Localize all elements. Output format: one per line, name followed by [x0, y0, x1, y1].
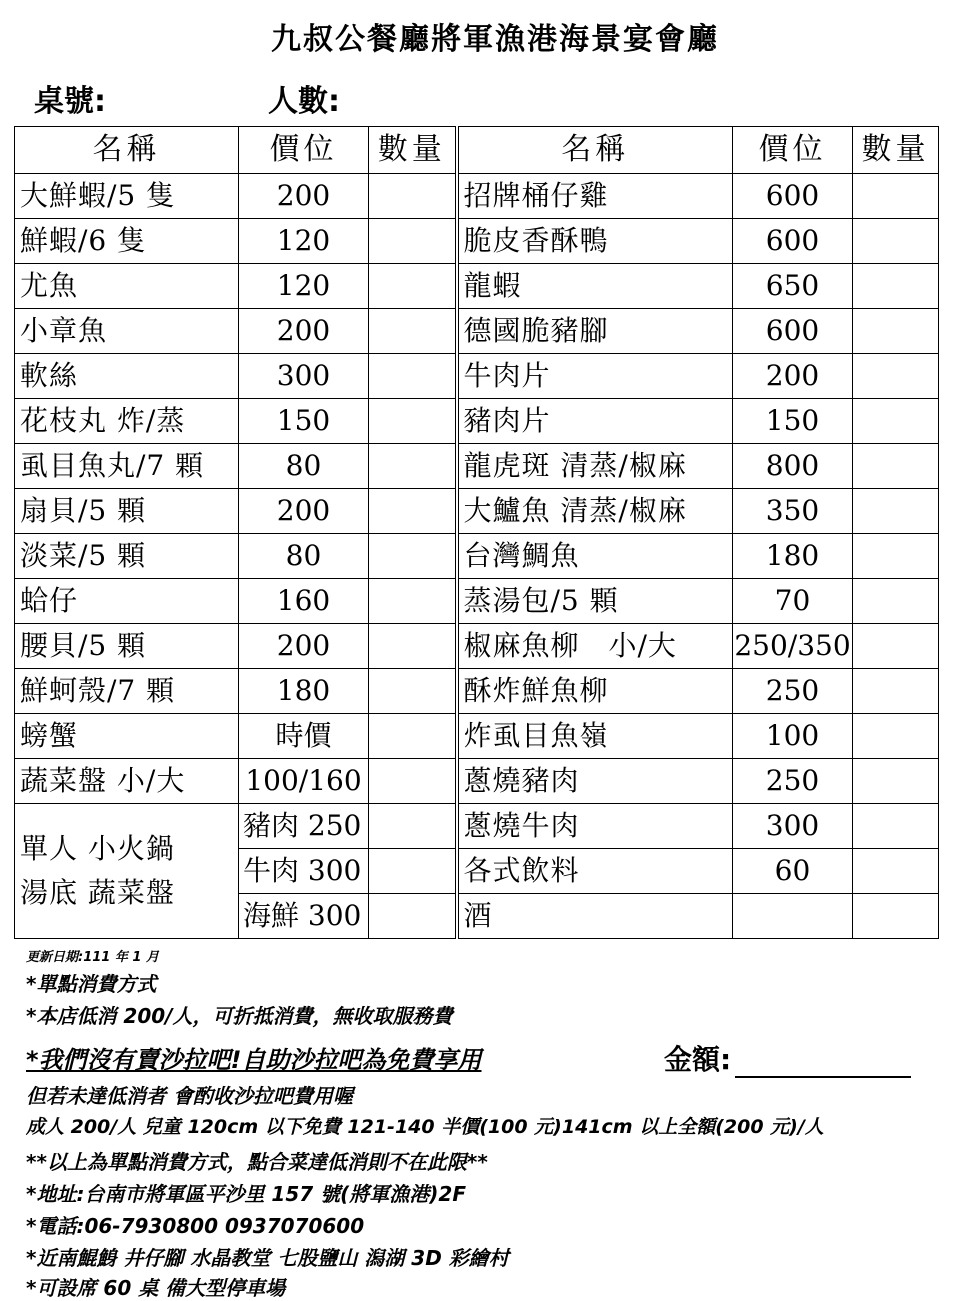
left-item-name: 腰貝/5 顆 [15, 624, 239, 669]
right-item-name: 豬肉片 [457, 399, 733, 444]
left-item-name: 虱目魚丸/7 顆 [15, 444, 239, 489]
hotpot-option: 牛肉 300 [239, 849, 369, 894]
left-item-price: 180 [239, 669, 369, 714]
table-row [15, 219, 939, 264]
right-item-price: 600 [733, 174, 853, 219]
right-item-qty[interactable] [853, 849, 939, 894]
left-item-name: 蔬菜盤 小/大 [15, 759, 239, 804]
right-item-qty[interactable] [853, 579, 939, 624]
right-item-name: 德國脆豬腳 [457, 309, 733, 354]
left-item-name: 扇貝/5 顆 [15, 489, 239, 534]
right-item-qty[interactable] [853, 624, 939, 669]
left-item-qty[interactable] [369, 174, 457, 219]
left-item-qty[interactable] [369, 264, 457, 309]
hotpot-option: 豬肉 250 [239, 804, 369, 849]
left-item-price: 80 [239, 534, 369, 579]
right-item-name: 大鱸魚 清蒸/椒麻 [457, 489, 733, 534]
right-item-qty[interactable] [853, 669, 939, 714]
right-item-name: 炸虱目魚嶺 [457, 714, 733, 759]
left-item-price: 200 [239, 624, 369, 669]
right-item-qty[interactable] [853, 759, 939, 804]
note-line: 成人 200/人 兒童 120cm 以下免費 121-140 半價(100 元)141cm 以上全額(200 元)/人 [26, 1116, 824, 1138]
left-item-qty[interactable] [369, 534, 457, 579]
left-item-qty[interactable] [369, 309, 457, 354]
table-row [15, 309, 939, 354]
right-item-qty[interactable] [853, 354, 939, 399]
left-item-qty[interactable] [369, 399, 457, 444]
left-item-name: 大鮮蝦/5 隻 [15, 174, 239, 219]
right-item-name: 台灣鯛魚 [457, 534, 733, 579]
right-item-qty[interactable] [853, 309, 939, 354]
table-number-label: 桌號: [34, 84, 106, 119]
right-item-price: 250 [733, 669, 853, 714]
note-line: 但若未達低消者 會酌收沙拉吧費用喔 [26, 1084, 353, 1108]
table-row [15, 714, 939, 759]
right-item-qty[interactable] [853, 399, 939, 444]
table-row [15, 624, 939, 669]
note-line: *可設席 60 桌 備大型停車場 [26, 1276, 286, 1300]
hotpot-name-line2: 湯底 蔬菜盤 [20, 876, 175, 909]
right-item-price: 200 [733, 354, 853, 399]
left-item-qty[interactable] [369, 444, 457, 489]
left-item-price: 200 [239, 309, 369, 354]
table-row [15, 399, 939, 444]
right-item-qty[interactable] [853, 174, 939, 219]
right-item-price: 800 [733, 444, 853, 489]
amount-label: 金額: [664, 1043, 732, 1076]
left-item-name: 螃蟹 [15, 714, 239, 759]
right-item-price [733, 894, 853, 939]
header-qty: 數量 [853, 127, 939, 174]
left-item-price: 200 [239, 174, 369, 219]
note-line: *電話:06-7930800 0937070600 [26, 1214, 365, 1238]
right-item-name: 招牌桶仔雞 [457, 174, 733, 219]
left-item-qty[interactable] [369, 624, 457, 669]
right-item-price: 300 [733, 804, 853, 849]
note-line: *我們沒有賣沙拉吧!自助沙拉吧為免費享用 [26, 1046, 482, 1074]
header-name: 名稱 [457, 127, 733, 174]
left-item-price: 160 [239, 579, 369, 624]
left-item-name: 鮮蚵殼/7 顆 [15, 669, 239, 714]
right-item-qty[interactable] [853, 804, 939, 849]
hotpot-option: 海鮮 300 [239, 894, 369, 939]
note-line: *近南鯤鯓 井仔腳 水晶教堂 七股鹽山 潟湖 3D 彩繪村 [26, 1246, 509, 1270]
left-item-name: 小章魚 [15, 309, 239, 354]
right-item-price: 600 [733, 219, 853, 264]
left-item-qty[interactable] [369, 894, 457, 939]
right-item-qty[interactable] [853, 489, 939, 534]
hotpot-name-line1: 單人 小火鍋 [20, 832, 175, 865]
right-item-qty[interactable] [853, 264, 939, 309]
table-row [15, 579, 939, 624]
left-item-qty[interactable] [369, 489, 457, 534]
left-item-price: 80 [239, 444, 369, 489]
update-date: 更新日期:111 年 1 月 [26, 950, 159, 965]
amount-blank-line [735, 1046, 911, 1078]
left-item-price: 時價 [239, 714, 369, 759]
left-item-qty[interactable] [369, 849, 457, 894]
left-item-name: 花枝丸 炸/蒸 [15, 399, 239, 444]
left-item-qty[interactable] [369, 354, 457, 399]
right-item-price: 70 [733, 579, 853, 624]
note-line: **以上為單點消費方式，點合菜達低消則不在此限** [26, 1150, 488, 1174]
left-item-name: 尤魚 [15, 264, 239, 309]
header-price: 價位 [733, 127, 853, 174]
left-item-price: 150 [239, 399, 369, 444]
left-item-qty[interactable] [369, 759, 457, 804]
table-row [15, 669, 939, 714]
note-line: *單點消費方式 [26, 972, 157, 996]
left-item-price: 300 [239, 354, 369, 399]
header-row [15, 127, 939, 174]
right-item-price: 600 [733, 309, 853, 354]
left-item-name: 鮮蝦/6 隻 [15, 219, 239, 264]
right-item-price: 60 [733, 849, 853, 894]
left-item-name: 淡菜/5 顆 [15, 534, 239, 579]
right-item-name: 龍蝦 [457, 264, 733, 309]
right-item-name: 牛肉片 [457, 354, 733, 399]
right-item-qty[interactable] [853, 444, 939, 489]
left-item-name: 蛤仔 [15, 579, 239, 624]
left-item-price: 120 [239, 264, 369, 309]
right-item-price: 100 [733, 714, 853, 759]
table-row [15, 489, 939, 534]
left-item-price: 200 [239, 489, 369, 534]
right-item-name: 椒麻魚柳 小/大 [457, 624, 733, 669]
table-row [15, 264, 939, 309]
left-item-price: 120 [239, 219, 369, 264]
right-item-price: 250/350 [733, 624, 853, 669]
right-item-name: 脆皮香酥鴨 [457, 219, 733, 264]
page-title: 九叔公餐廳將軍漁港海景宴會廳 [271, 22, 719, 57]
table-row [15, 534, 939, 579]
left-item-qty[interactable] [369, 219, 457, 264]
right-item-price: 350 [733, 489, 853, 534]
header-name: 名稱 [15, 127, 239, 174]
left-item-qty[interactable] [369, 669, 457, 714]
right-item-price: 150 [733, 399, 853, 444]
table-row [15, 444, 939, 489]
table-row [15, 174, 939, 219]
header-price: 價位 [239, 127, 369, 174]
amount-field[interactable] [664, 1038, 911, 1078]
left-item-qty[interactable] [369, 804, 457, 849]
table-row [15, 759, 939, 804]
right-item-qty[interactable] [853, 714, 939, 759]
right-item-qty[interactable] [853, 894, 939, 939]
header-qty: 數量 [369, 127, 457, 174]
left-item-name: 軟絲 [15, 354, 239, 399]
menu-table [14, 126, 939, 939]
right-item-name: 蒸湯包/5 顆 [457, 579, 733, 624]
right-item-price: 180 [733, 534, 853, 579]
right-item-qty[interactable] [853, 219, 939, 264]
people-count-label: 人數: [268, 84, 340, 119]
hotpot-name [15, 804, 239, 939]
table-row [15, 354, 939, 399]
table-row [15, 804, 939, 849]
left-item-qty[interactable] [369, 579, 457, 624]
right-item-name: 各式飲料 [457, 849, 733, 894]
left-item-price: 100/160 [239, 759, 369, 804]
right-item-name: 蔥燒豬肉 [457, 759, 733, 804]
left-item-qty[interactable] [369, 714, 457, 759]
right-item-name: 龍虎斑 清蒸/椒麻 [457, 444, 733, 489]
right-item-name: 酥炸鮮魚柳 [457, 669, 733, 714]
right-item-price: 250 [733, 759, 853, 804]
note-line: *本店低消 200/人，可折抵消費，無收取服務費 [26, 1004, 453, 1028]
right-item-name: 蔥燒牛肉 [457, 804, 733, 849]
right-item-qty[interactable] [853, 534, 939, 579]
right-item-price: 650 [733, 264, 853, 309]
note-line: *地址:台南市將軍區平沙里 157 號(將軍漁港)2F [26, 1182, 466, 1206]
right-item-name: 酒 [457, 894, 733, 939]
